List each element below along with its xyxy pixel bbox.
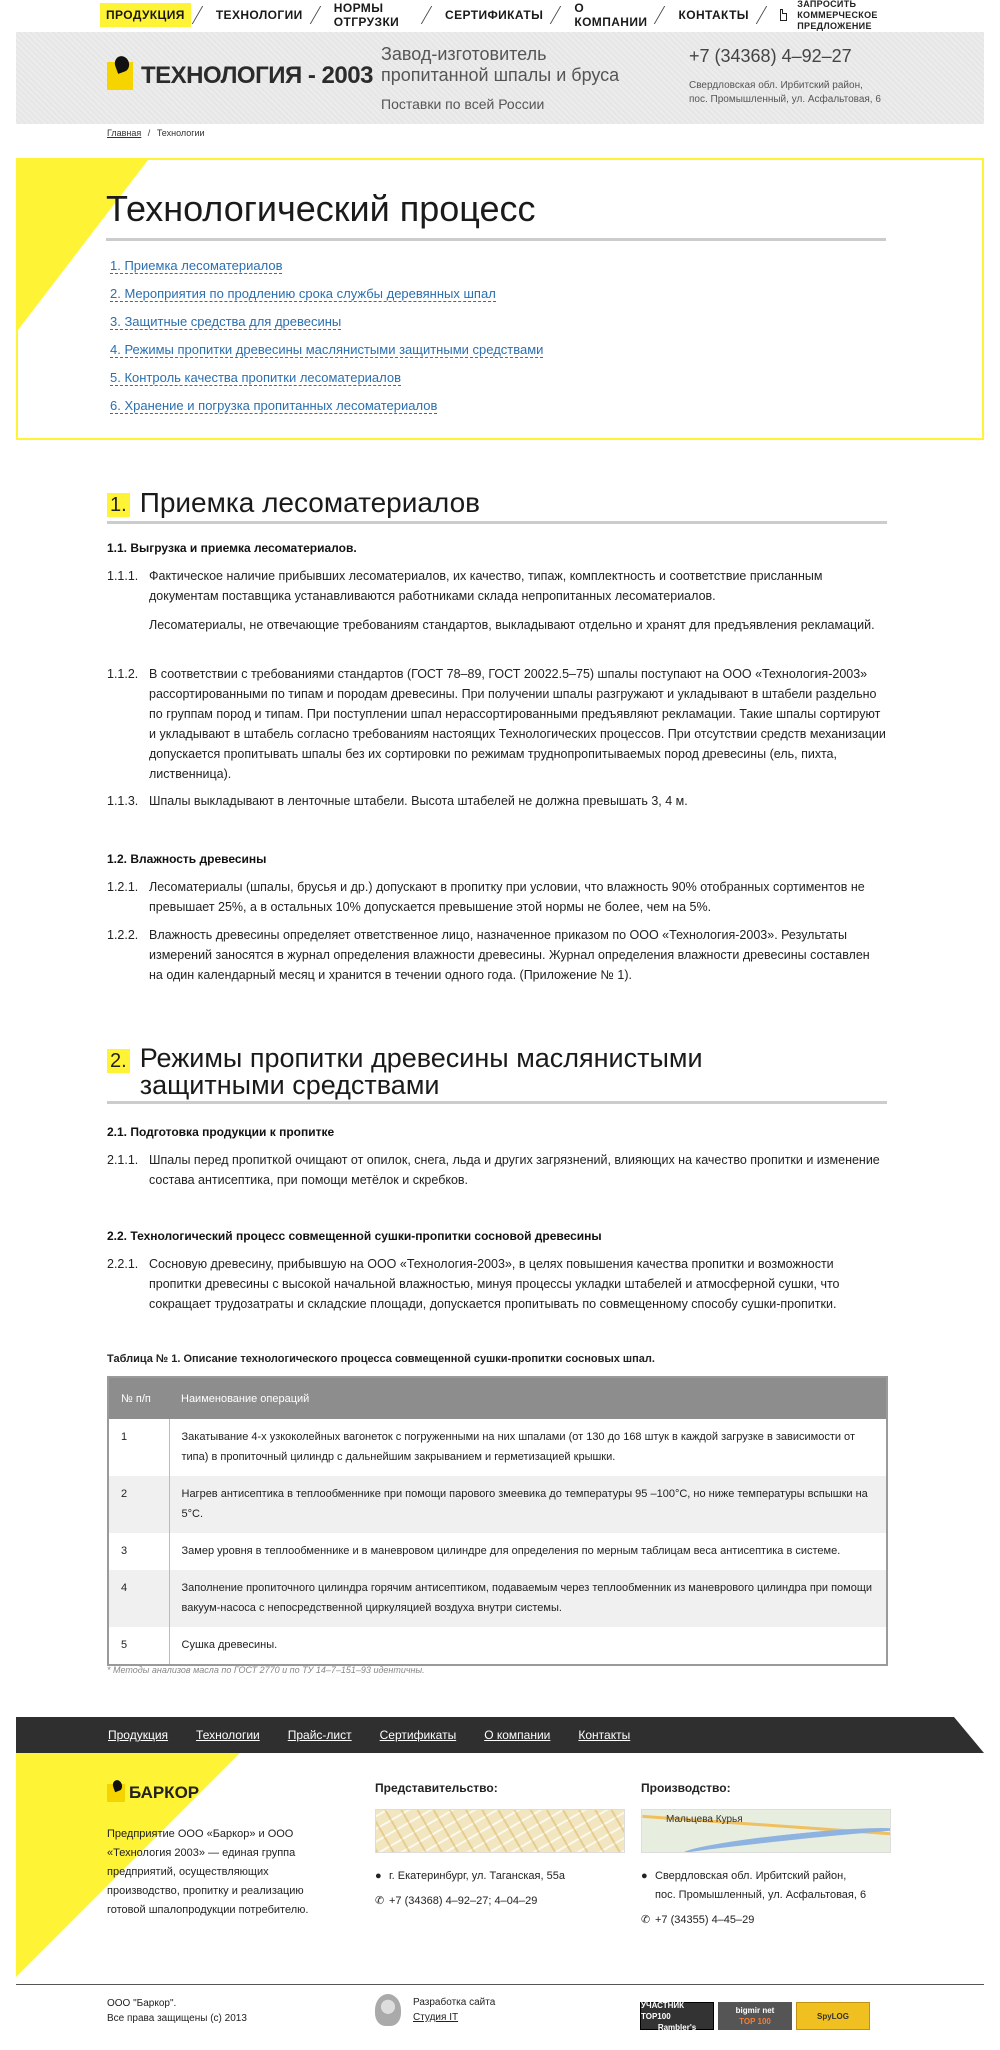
- subsection-heading: 1.1. Выгрузка и приемка лесоматериалов.: [107, 541, 357, 555]
- paragraph-1-2-2: 1.2.2. Влажность древесины определяет ответственное лицо, назначенное приказом по ООО «Технология-2003». Результаты измерений заносятся в журнал определения влажности древесины. Журнал определения влажности древесины составлен на один календарный месяц и хранится в течении одного года. (Приложение № 1).: [107, 928, 870, 982]
- paragraph-1-2-1: 1.2.1. Лесоматериалы (шпалы, брусья и др.) допускают в пропитку при условии, что влажность 90% отобранных сортиментов не превышает 25%, а в остальных 10% допускается превышение этой нормы не более, чем на 5%.: [107, 880, 865, 914]
- logo-text: ТЕХНОЛОГИЯ - 2003: [141, 62, 373, 89]
- rep-phone: ✆ +7 (34368) 4–92–27; 4–04–29: [375, 1892, 625, 1911]
- paragraph-2-1-1: 2.1.1. Шпалы перед пропиткой очищают от опилок, снега, льда и других загрязнений, влияющих на качество пропитки и изменение состава антисептика, при помощи метёлок и скребков.: [107, 1153, 880, 1187]
- footer-column-title: Представительство:: [375, 1781, 498, 1795]
- breadcrumb-home-link[interactable]: Главная: [107, 128, 142, 138]
- table-of-contents: [110, 258, 543, 426]
- operations-table: [107, 1376, 888, 1666]
- footer-link-about[interactable]: О компании: [484, 1728, 551, 1742]
- nav-separator: [550, 6, 567, 24]
- footer-column-title: Производство:: [641, 1781, 731, 1795]
- phone-icon: ✆: [375, 1895, 385, 1907]
- section-title: Приемка лесоматериалов: [139, 487, 481, 518]
- table-cell: 2: [108, 1476, 169, 1533]
- footer-divider: [16, 1984, 984, 1985]
- nav-separator: [756, 6, 773, 24]
- site-header: [16, 32, 984, 124]
- table-cell: 5: [108, 1627, 169, 1665]
- table-cell: 3: [108, 1533, 169, 1570]
- table-row: [108, 1476, 887, 1533]
- rep-address: ● г. Екатеринбург, ул. Таганская, 55а: [375, 1867, 625, 1886]
- header-phone: +7 (34368) 4–92–27: [689, 46, 852, 66]
- footer-link-contacts[interactable]: Контакты: [578, 1728, 631, 1742]
- header-tagline: Завод-изготовитель пропитанной шпалы и бруса Поставки по всей России: [381, 44, 619, 115]
- footer-navigation: [108, 1728, 630, 1742]
- toc-item: [110, 370, 543, 387]
- table-row: [108, 1627, 887, 1665]
- table-footnote: * Методы анализов масла по ГОСТ 2770 и по ТУ 14–7–151–93 идентичны.: [107, 1665, 425, 1675]
- site-logo[interactable]: [107, 62, 373, 90]
- bigmir-counter[interactable]: bigmir net TOP 100: [718, 2002, 792, 2030]
- column-header-number: № п/п: [108, 1377, 169, 1419]
- column-header-operation: Наименование операций: [169, 1377, 887, 1419]
- nav-item-about[interactable]: О КОМПАНИИ: [574, 1, 648, 29]
- paragraph-2-2-1: 2.2.1. Сосновую древесину, прибывшую на ООО «Технология-2003», в целях повышения качества пропитки и возможности пропитки древесины с высокой начальной влажностью, минуя процессы укладки штабелей и атмосферной сушки, что сокращает трудозатраты и складские площади, допускается пропитывать по совмещенному способу сушки-пропитки.: [107, 1257, 840, 1311]
- paragraph-1-1-1: 1.1.1. Фактическое наличие прибывших лесоматериалов, их качество, типаж, комплектность и соответствие присланным документам поставщика устанавливаются работниками склада непропитанных лесоматериалов.: [107, 569, 823, 603]
- location-pin-icon: ●: [375, 1870, 382, 1882]
- prod-address: ● Свердловская обл. Ирбитский район, пос. Промышленный, ул. Асфальтовая, 6: [641, 1867, 891, 1905]
- toc-link-5[interactable]: 5. Контроль качества пропитки лесоматериалов: [110, 370, 402, 385]
- table-caption: Таблица № 1. Описание технологического процесса совмещенной сушки-пропитки сосновых шпал.: [107, 1353, 655, 1365]
- tagline-sub: Поставки по всей России: [381, 96, 545, 112]
- section-1-heading: [107, 487, 887, 524]
- intro-box: [16, 158, 984, 440]
- breadcrumb-current: Технологии: [156, 128, 205, 138]
- nav-item-shipping-norms[interactable]: НОРМЫ ОТГРУЗКИ: [333, 1, 400, 29]
- studio-link[interactable]: Студия IT: [413, 2012, 459, 2023]
- footer-link-technologies[interactable]: Технологии: [196, 1728, 260, 1742]
- nav-separator: [654, 6, 671, 24]
- toc-item: [110, 398, 543, 415]
- header-address: Свердловская обл. Ирбитский район, пос. Промышленный, ул. Асфальтовая, 6: [689, 80, 881, 105]
- footer-link-certificates[interactable]: Сертификаты: [379, 1728, 457, 1742]
- toc-item: [110, 258, 543, 275]
- breadcrumb-separator: /: [147, 128, 151, 138]
- table-header-row: [108, 1377, 887, 1419]
- toc-link-4[interactable]: 4. Режимы пропитки древесины маслянистыми защитными средствами: [110, 342, 544, 357]
- toc-link-2[interactable]: 2. Мероприятия по продлению срока службы деревянных шпал: [110, 286, 496, 301]
- table-cell: Заполнение пропиточного цилиндра горячим антисептиком, подаваемым через теплообменник из маневрового цилиндра при помощи вакуум-насоса с непосредственной циркуляцией воздуха внутри системы.: [169, 1570, 887, 1627]
- map-label: Мальцева Курья: [666, 1814, 743, 1825]
- nav-item-certificates[interactable]: СЕРТИФИКАТЫ: [445, 8, 544, 22]
- paragraph-1-1-3: 1.1.3. Шпалы выкладывают в ленточные штабели. Высота штабелей не должна превышать 3, 4 м.: [107, 794, 688, 808]
- nav-item-contacts[interactable]: КОНТАКТЫ: [678, 8, 749, 22]
- toc-link-1[interactable]: 1. Приемка лесоматериалов: [110, 258, 283, 273]
- studio-logo-icon: [375, 1994, 401, 2026]
- page-title: Технологический процесс: [106, 188, 886, 241]
- document-icon: [780, 9, 787, 21]
- subsection-heading: 2.1. Подготовка продукции к пропитке: [107, 1125, 335, 1139]
- spylog-counter[interactable]: SpyLOG: [796, 2002, 870, 2030]
- table-row: [108, 1419, 887, 1476]
- table-cell: Нагрев антисептика в теплообменнике при помощи парового змеевика до температуры 95 –100°С, но ниже температуры вспышки на 5°С.: [169, 1476, 887, 1533]
- nav-separator: [192, 6, 209, 24]
- table-row: [108, 1570, 887, 1627]
- table-cell: Замер уровня в теплообменнике и в маневровом цилиндре для определения по мерным таблицам веса антисептика в системе.: [181, 1545, 841, 1557]
- section-number: 1.: [107, 493, 130, 517]
- phone-icon: ✆: [641, 1914, 651, 1926]
- table-cell: 1: [108, 1419, 169, 1476]
- developer-credit: Разработка сайта Студия IT: [375, 1994, 495, 2026]
- subsection-heading: 2.2. Технологический процесс совмещенной сушки-пропитки сосновой древесины: [107, 1229, 602, 1243]
- nav-item-products[interactable]: ПРОДУКЦИЯ: [100, 3, 191, 27]
- footer-logo[interactable]: [107, 1783, 199, 1803]
- table-cell: Закатывание 4-х узкоколейных вагонеток с погруженными на них шпалами (от 130 до 168 штук в каждой загрузке в зависимости от типа) в пропиточный цилиндр с дальнейшим закрыванием и герметизацией крышки.: [181, 1431, 855, 1463]
- toc-item: [110, 286, 543, 303]
- counters: [640, 2002, 870, 2030]
- paragraph-1-1-2: 1.1.2. В соответствии с требованиями стандартов (ГОСТ 78–89, ГОСТ 20022.5–75) шпалы поступают на ООО «Технология-2003» рассортированными по типам и породам древесины. При получении шпалы разгружают и укладывают в штабели раздельно по группам пород и типам. При поступлении шпал нерассортированными предъявляют рекламации. Такие шпалы сортируют и укладывают в штабель согласно требованиям настоящих Технологических процессов. При отсутствии средств механизации допускается пропитывать шпалы без их сортировки по режимам труднопропитываемых пород древесины (ель, пихта, лиственница).: [107, 667, 886, 781]
- nav-separator: [421, 6, 438, 24]
- section-2-heading: [107, 1045, 887, 1104]
- prod-phone: ✆ +7 (34355) 4–45–29: [641, 1911, 891, 1930]
- breadcrumb: [107, 128, 205, 138]
- rambler-counter[interactable]: УЧАСТНИК TOP100 Rambler's: [640, 2002, 714, 2030]
- footer-main: [16, 1753, 984, 1977]
- footer-representative-office: [375, 1781, 625, 1911]
- section-number: 2.: [107, 1049, 130, 1073]
- region-map[interactable]: [641, 1809, 891, 1853]
- request-offer-link[interactable]: [780, 0, 900, 32]
- request-offer-label: ЗАПРОСИТЬ КОММЕРЧЕСКОЕ ПРЕДЛОЖЕНИЕ: [797, 0, 878, 31]
- footer-link-pricelist[interactable]: Прайс-лист: [287, 1728, 352, 1742]
- footer-link-products[interactable]: Продукция: [108, 1728, 169, 1742]
- header-contacts: [689, 46, 909, 107]
- logo-drop-icon: [107, 62, 133, 90]
- footer-logo-text: БАРКОР: [129, 1783, 200, 1802]
- toc-link-3[interactable]: 3. Защитные средства для древесины: [110, 314, 342, 329]
- top-navigation: [100, 0, 900, 30]
- footer-nav-bar: [16, 1717, 984, 1753]
- city-map[interactable]: [375, 1809, 625, 1853]
- table-row: [108, 1533, 887, 1570]
- logo-drop-icon: [107, 1784, 125, 1802]
- copyright: ООО "Баркор". Все права защищены (с) 2013: [107, 1998, 247, 2024]
- location-pin-icon: ●: [641, 1870, 648, 1882]
- footer-description: Предприятие ООО «Баркор» и ООО «Технология 2003» — единая группа предприятий, осуществляющих производство, пропитку и реализацию готовой шпалопродукции потребителю.: [107, 1828, 309, 1916]
- toc-item: [110, 342, 543, 359]
- section-title: Режимы пропитки древесины маслянистыми защитными средствами: [139, 1043, 703, 1100]
- toc-item: [110, 314, 543, 331]
- nav-separator: [309, 6, 326, 24]
- subsection-heading: 1.2. Влажность древесины: [107, 852, 267, 866]
- footer-production: [641, 1781, 891, 1930]
- toc-link-6[interactable]: 6. Хранение и погрузка пропитанных лесоматериалов: [110, 398, 438, 413]
- paragraph-1-1-1b: Лесоматериалы, не отвечающие требованиям стандартов, выкладывают отдельно и хранят для предъявления рекламаций.: [149, 618, 875, 632]
- table-cell: 4: [108, 1570, 169, 1627]
- nav-item-technologies[interactable]: ТЕХНОЛОГИИ: [215, 8, 303, 22]
- table-cell: Сушка древесины.: [181, 1639, 278, 1651]
